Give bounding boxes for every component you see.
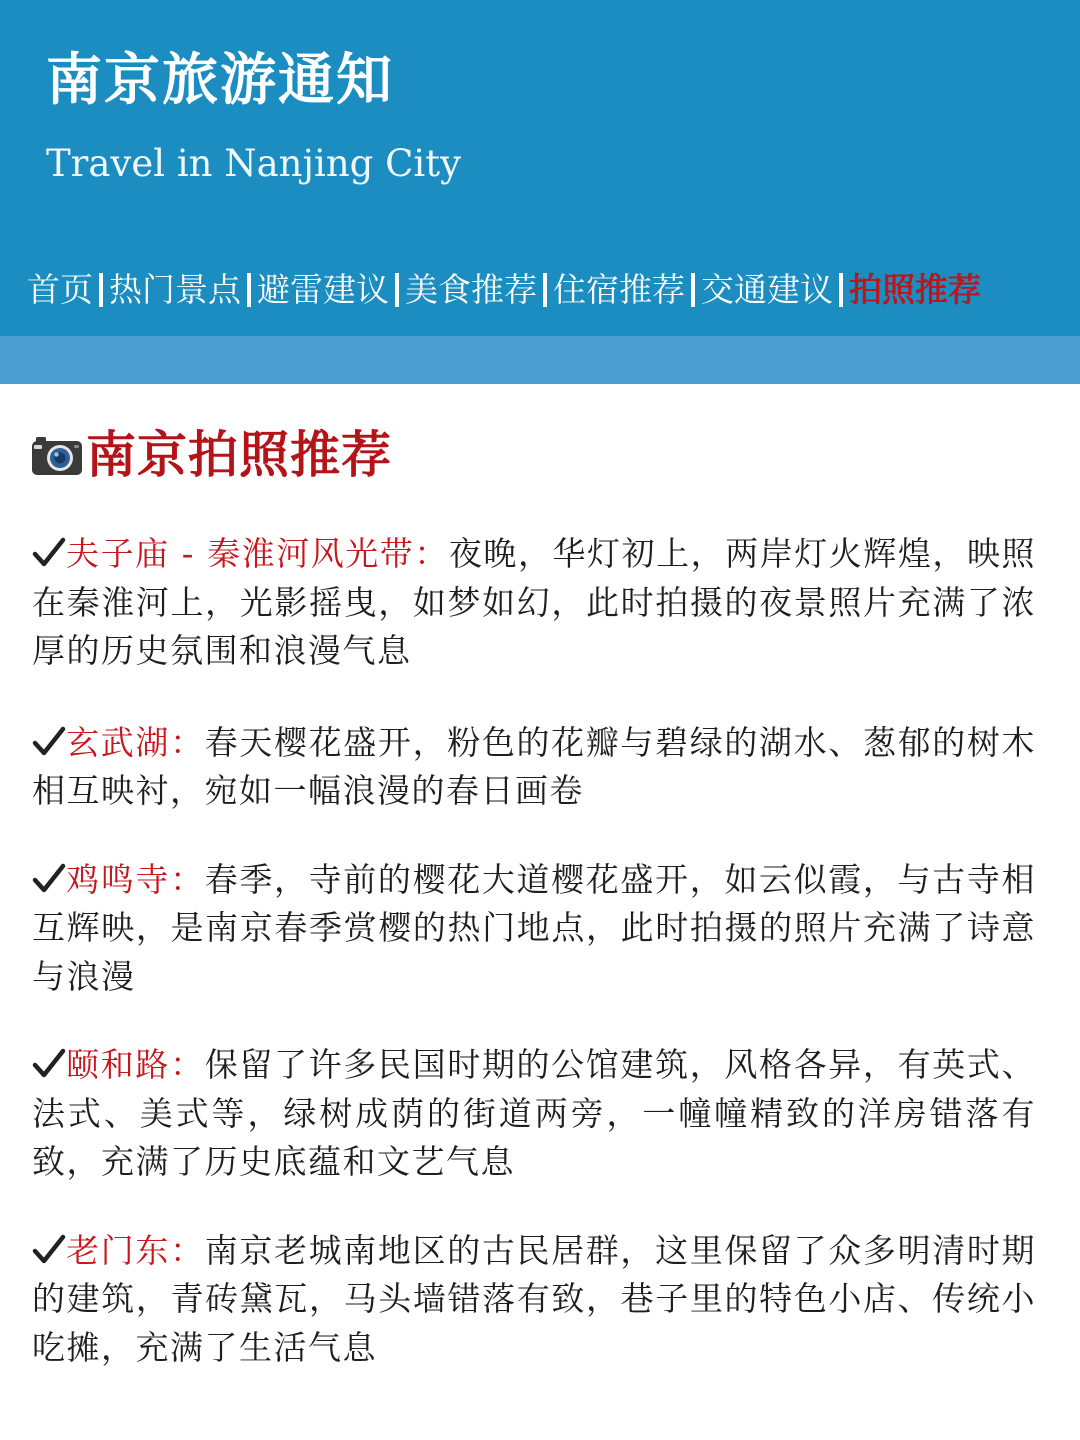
section-heading xyxy=(30,420,392,490)
nav-divider xyxy=(99,273,103,307)
nav-item-hot-spots[interactable]: 热门景点 xyxy=(109,270,241,309)
check-icon xyxy=(32,1234,66,1266)
nav-divider xyxy=(543,273,547,307)
nav-bar xyxy=(27,266,981,314)
spot-name: 颐和路： xyxy=(66,1045,205,1084)
site-subtitle: Travel in Nanjing City xyxy=(46,142,462,185)
spot-name: 玄武湖： xyxy=(66,722,205,762)
spot-name: 老门东： xyxy=(66,1230,205,1270)
list-item xyxy=(32,1227,1036,1373)
header-banner xyxy=(0,0,1080,336)
check-icon xyxy=(32,1048,66,1080)
list-item xyxy=(32,530,1036,676)
check-icon xyxy=(32,726,66,758)
spot-desc: 春天樱花盛开，粉色的花瓣与碧绿的湖水、葱郁的树木相互映衬，宛如一幅浪漫的春日画卷 xyxy=(32,722,1037,810)
camera-icon xyxy=(30,433,84,477)
section-title: 南京拍照推荐 xyxy=(86,426,392,484)
nav-divider xyxy=(395,273,399,307)
spot-list xyxy=(32,530,1036,1372)
nav-item-home[interactable]: 首页 xyxy=(27,270,93,309)
nav-item-food[interactable]: 美食推荐 xyxy=(405,270,537,309)
header-band xyxy=(0,336,1080,384)
nav-item-transport[interactable]: 交通建议 xyxy=(701,270,833,309)
nav-item-avoid-tips[interactable]: 避雷建议 xyxy=(257,270,389,309)
nav-item-lodging[interactable]: 住宿推荐 xyxy=(553,270,685,309)
list-item xyxy=(32,1041,1036,1187)
spot-desc: 保留了许多民国时期的公馆建筑，风格各异，有英式、法式、美式等，绿树成荫的街道两旁，一幢幢精致的洋房错落有致，充满了历史底蕴和文艺气息 xyxy=(32,1045,1037,1181)
spot-desc: 春季，寺前的樱花大道樱花盛开，如云似霞，与古寺相互辉映，是南京春季赏樱的热门地点，此时拍摄的照片充满了诗意与浪漫 xyxy=(32,859,1037,996)
spot-name: 鸡鸣寺： xyxy=(66,859,205,899)
spot-name: 夫子庙 - 秦淮河风光带： xyxy=(66,534,449,573)
nav-divider xyxy=(247,273,251,307)
nav-item-photo[interactable]: 拍照推荐 xyxy=(849,270,981,309)
nav-divider xyxy=(839,273,843,307)
spot-desc: 南京老城南地区的古民居群，这里保留了众多明清时期的建筑，青砖黛瓦，马头墙错落有致，巷子里的特色小店、传统小吃摊，充满了生活气息 xyxy=(32,1230,1037,1367)
check-icon xyxy=(32,537,66,569)
nav-divider xyxy=(691,273,695,307)
spot-desc: 夜晚，华灯初上，两岸灯火辉煌，映照在秦淮河上，光影摇曳，如梦如幻，此时拍摄的夜景照片充满了浓厚的历史氛围和浪漫气息 xyxy=(32,534,1037,670)
list-item xyxy=(32,719,1036,816)
site-title: 南京旅游通知 xyxy=(46,48,394,113)
check-icon xyxy=(32,863,66,895)
list-item xyxy=(32,856,1036,1002)
